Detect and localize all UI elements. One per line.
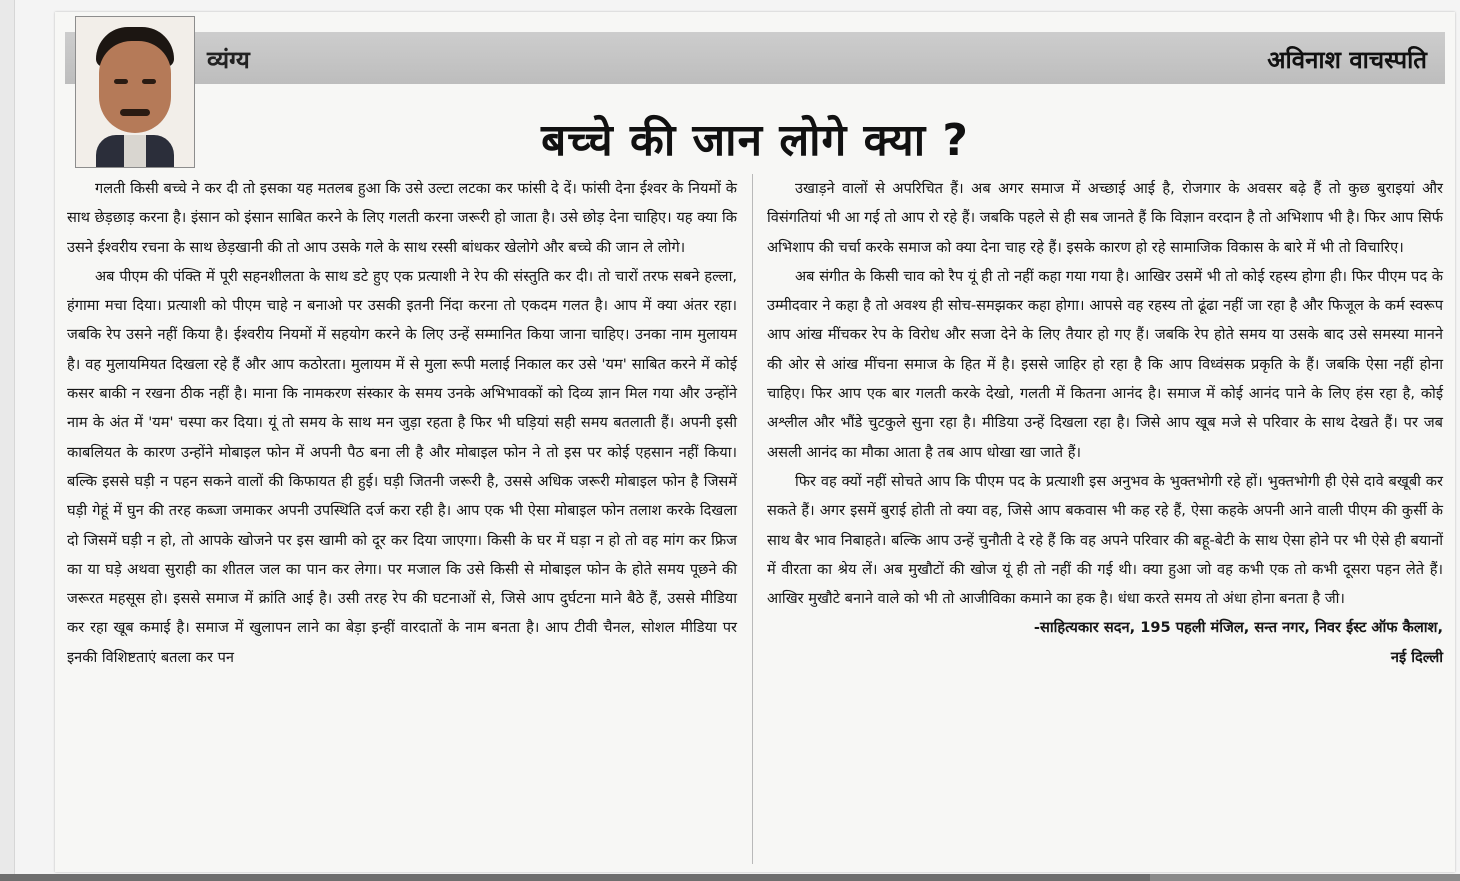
article-paragraph: अब संगीत के किसी चाव को रैप यूं ही तो नहीं कहा गया गया है। आखिर उसमें भी तो कोई रहस्य होगा ही। फिर पीएम पद के उम्मीदवार ने कहा है तो अवश्य ही सोच-समझकर कहा होगा। आपसे वह रहस्य तो ढूंढा नहीं जा रहा है और फिजूल के कर्म स्वरूप आप आंख मींचकर रेप के विरोध और सजा देने के लिए तैयार हो गए हैं। जबकि रेप होते समय या उसके बाद उसे समस्या मानने की ओर से आंख मींचना समाज के हित में है। इससे जाहिर हो रहा है कि आप विध्वंसक प्रकृति के हैं। जबकि ऐसा नहीं होना चाहिए। फिर आप एक बार गलती करके देखो, गलती में कितना आनंद है। समाज में कोई आनंद पाने के लिए हंस रहा है, कोई अश्लील और भौंडे चुटकुले सुना रहा है। मीडिया उन्हें दिखला रहा है। जिसे आप खूब मजे से परिवार के साथ देखते हैं। पर जब असली आनंद का मौका आता है तब आप धोखा खा जाते हैं।	[767, 267, 1443, 461]
article-paragraph: फिर वह क्यों नहीं सोचते आप कि पीएम पद के प्रत्याशी इस अनुभव के भुक्तभोगी रहे हों। भुक्तभोगी ही ऐसे दावे बखूबी कर सकते हैं। अगर इसमें बुराई होती तो क्या वह, जिसे आप बकवास भी कह रहे हैं, ऐसा कहके अपनी आने वाली पीएम की कुर्सी के साथ बैर भाव निबाहते। बल्कि आप उन्हें चुनौती दे रहे हैं कि वह अपने परिवार की बहू-बेटी के साथ ऐसा होने पर भी ऐसे ही बयानों में वीरता का श्रेय लें। अब मुखौटों की खोज यूं ही तो नहीं की गई थी। क्या हुआ जो वह कभी एक तो कभी दूसरा पहन लेते हैं। आखिर मुखौटे बनाने वाले को भी तो आजीविका कमाने का हक है। धंधा करते समय तो अंधा होना बनता है जी।	[767, 472, 1443, 608]
author-city: नई दिल्ली	[1390, 648, 1443, 666]
viewer-left-gutter	[0, 0, 15, 881]
scrollbar-thumb[interactable]	[0, 874, 1150, 881]
horizontal-scrollbar[interactable]	[0, 874, 1460, 881]
newspaper-clipping	[55, 12, 1455, 872]
section-label: व्यंग्य	[207, 45, 250, 74]
article-paragraph: अब पीएम की पंक्ति में पूरी सहनशीलता के साथ डटे हुए एक प्रत्याशी ने रेप की संस्तुति कर दी। तो चारों तरफ सबने हल्ला, हंगामा मचा दिया। प्रत्याशी को पीएम चाहे न बनाओ पर उसकी इतनी निंदा करना तो एकदम गलत है। आप में क्या अंतर रहा। जबकि रेप उसने नहीं किया है। ईश्वरीय नियमों में सहयोग करने के लिए उन्हें सम्मानित किया जाना चाहिए। उनका नाम मुलायम है। वह मुलायमियत दिखला रहे हैं और आप कठोरता। मुलायम में से मुला रूपी मलाई निकाल कर उसे 'यम' साबित करने में कोई कसर बाकी न रखना ठीक नहीं है। माना कि नामकरण संस्कार के समय उनके अभिभावकों को दिव्य ज्ञान मिल गया और उन्होंने नाम के अंत में 'यम' चस्पा कर दिया। यूं तो समय के साथ मन जुड़ा रहता है फिर भी घड़ियां सही समय बतलाती हैं। अपनी इसी काबलियत के कारण उन्होंने मोबाइल फोन में अपनी पैठ बना ली है और मोबाइल फोन ने तो इस पर कोई एहसान नहीं किया। बल्कि इससे घड़ी न पहन सकने वालों की किफायत ही हुई। घड़ी जितनी जरूरी है, उससे अधिक जरूरी मोबाइल फोन है जिसमें घड़ी गेहूं में घुन की तरह कब्जा जमाकर अपनी उपस्थिति दर्ज करा रही है। आप एक भी ऐसा मोबाइल फोन तलाश करके दिखला दो जिसमें घड़ी न हो, तो आपके खोजने पर इस खामी को दूर कर दिया जाएगा। किसी के घर में घड़ा न हो तो वह मांग कर फ्रिज का या घड़े अथवा सुराही का शीतल जल का पान कर लेगा। पर मजाल कि उसे किसी से मोबाइल फोन के होते समय पूछने की जरूरत महसूस हो। इससे समाज में क्रांति आई है। उसी तरह रेप की घटनाओं से, जिसे आप दुर्घटना माने बैठे हैं, उससे मीडिया कर रहा खूब कमाई है। समाज में खुलापन लाने का बेड़ा इन्हीं वारदातों के नाम बनता है। आप टीवी चैनल, सोशल मीडिया पर इनकी विशिष्टताएं बतला कर पन	[67, 267, 737, 666]
article-paragraph: उखाड़ने वालों से अपरिचित हैं। अब अगर समाज में अच्छाई आई है, रोजगार के अवसर बढ़े हैं तो कुछ बुराइयां और विसंगतियां भी आ गई तो आप रो रहे हैं। जबकि पहले से ही सब जानते हैं कि विज्ञान वरदान है तो अभिशाप भी है। फिर आप सिर्फ अभिशाप की चर्चा करके समाज को क्या देना चाह रहे हैं। इसके कारण हो रहे सामाजिक विकास के बारे में भी तो विचारिए।	[767, 180, 1443, 256]
article-column-right	[767, 174, 1443, 672]
author-address: -साहित्यकार सदन, 195 पहली मंजिल, सन्त नगर, निवर ईस्ट ऑफ कैलाश,	[1033, 619, 1443, 637]
article-column-left	[67, 174, 737, 672]
article-paragraph: गलती किसी बच्चे ने कर दी तो इसका यह मतलब हुआ कि उसे उल्टा लटका कर फांसी दे दें। फांसी देना ईश्वर के नियमों के साथ छेड़छाड़ करना है। इंसान को इंसान साबित करने के लिए गलती करना जरूरी हो जाता है। उसे छोड़ देना चाहिए। यह क्या कि उसने ईश्वरीय रचना के साथ छेड़खानी की तो आप उसके गले के साथ रस्सी बांधकर खेलोगे और बच्चे की जान ले लोगे।	[67, 180, 737, 256]
author-name: अविनाश वाचस्पति	[1267, 45, 1427, 74]
article-headline: बच्चे की जान लोगे क्या ?	[541, 115, 969, 166]
header-band	[65, 32, 1445, 84]
column-divider	[752, 174, 753, 864]
